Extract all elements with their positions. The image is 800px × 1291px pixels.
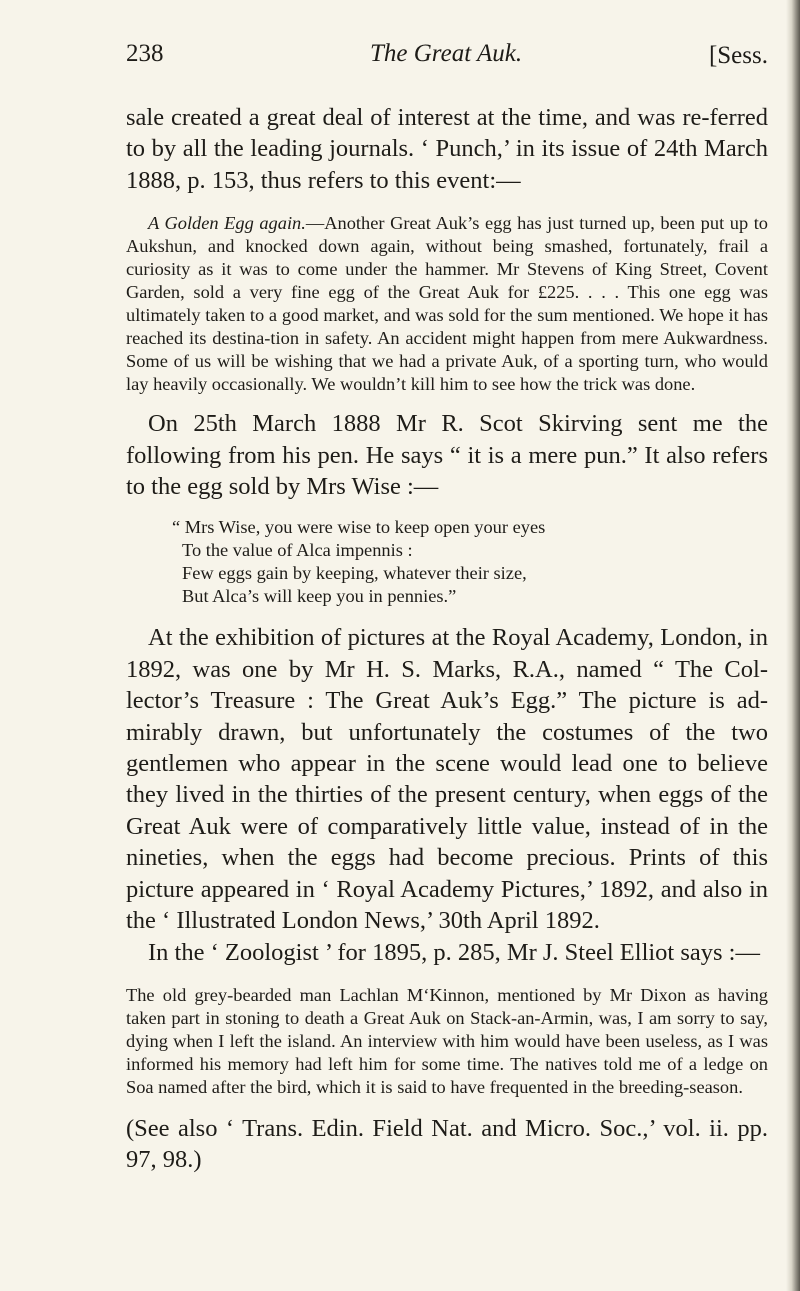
running-section: [Sess. (708, 42, 768, 69)
book-page (126, 40, 768, 1176)
paragraph-see-also: (See also ‘ Trans. Edin. Field Nat. and Micro. Soc.,’ vol. ii. pp. 97, 98.) (126, 1114, 768, 1174)
paragraph-royal-academy: At the exhibition of pictures at the Royal Academy, London, in 1892, was one by Mr H. S. Marks, R.A., named “ The Col-lector’s Treasure : The Great Auk’s Egg.” The picture is ad-mirably drawn, but unfortunately the costumes of the two gentlemen who appear in the scene would lead one to believe they lived in the thirties of the present century, when eggs of the Great Auk were of comparatively little value, instead of in the nineties, when the eggs had become precious. Prints of this picture appeared in ‘ Royal Academy Pictures,’ 1892, and also in the ‘ Illustrated London News,’ 30th April 1892. (126, 624, 768, 935)
verse-line: But Alca’s will keep you in pennies.” (182, 586, 457, 607)
scan-edge-shadow (786, 0, 800, 1291)
verse-line: Few eggs gain by keeping, whatever their size, (182, 563, 527, 584)
punch-quote-title: A Golden Egg again. (148, 213, 306, 234)
paragraph-punch-intro: sale created a great deal of interest at the time, and was re-ferred to by all the leading journals. ‘ Punch,’ in its issue of 24th March 1888, p. 153, thus refers to this event:— (126, 104, 768, 194)
punch-quote-body: —Another Great Auk’s egg has just turned up, been put up to Aukshun, and knocked down again, without being smashed, fortunately, frail a curiosity as it was to come under the hammer. Mr Stevens of King Street, Covent Garden, sold a very fine egg of the Great Auk for £225. . . . This one egg was ultimately taken to a good market, and was sold for the sum mentioned. We hope it has reached its destina-tion in safety. An accident might happen from mere Aukwardness. Some of us will be wishing that we had a private Auk, of a sporting turn, who would lay heavily occasionally. We wouldn’t kill him to see how the trick was done. (126, 213, 769, 395)
paragraph-zoologist: In the ‘ Zoologist ’ for 1895, p. 285, Mr J. Steel Elliot says :— (148, 938, 760, 966)
punch-quote (126, 212, 768, 396)
paragraph-skirving: On 25th March 1888 Mr R. Scot Skirving sent me the following from his pen. He says “ it is a mere pun.” It also refers to the egg sold by Mrs Wise :— (126, 410, 768, 501)
verse-line: To the value of Alca impennis : (182, 540, 413, 561)
verse-line: “ Mrs Wise, you were wise to keep open your eyes (172, 517, 546, 538)
verse-block (172, 516, 768, 608)
running-title: The Great Auk. (370, 40, 523, 67)
zoologist-quote: The old grey-bearded man Lachlan M‘Kinnon, mentioned by Mr Dixon as having taken part in stoning to death a Great Auk on Stack-an-Armin, was, I am sorry to say, dying when I left the island. An interview with him would have been useless, as I was informed his memory had left him for some time. The natives told me of a ledge on Soa named after the bird, which it is said to have frequented in the breeding-season. (126, 984, 768, 1097)
page-number: 238 (126, 40, 164, 67)
page-header (126, 40, 768, 76)
